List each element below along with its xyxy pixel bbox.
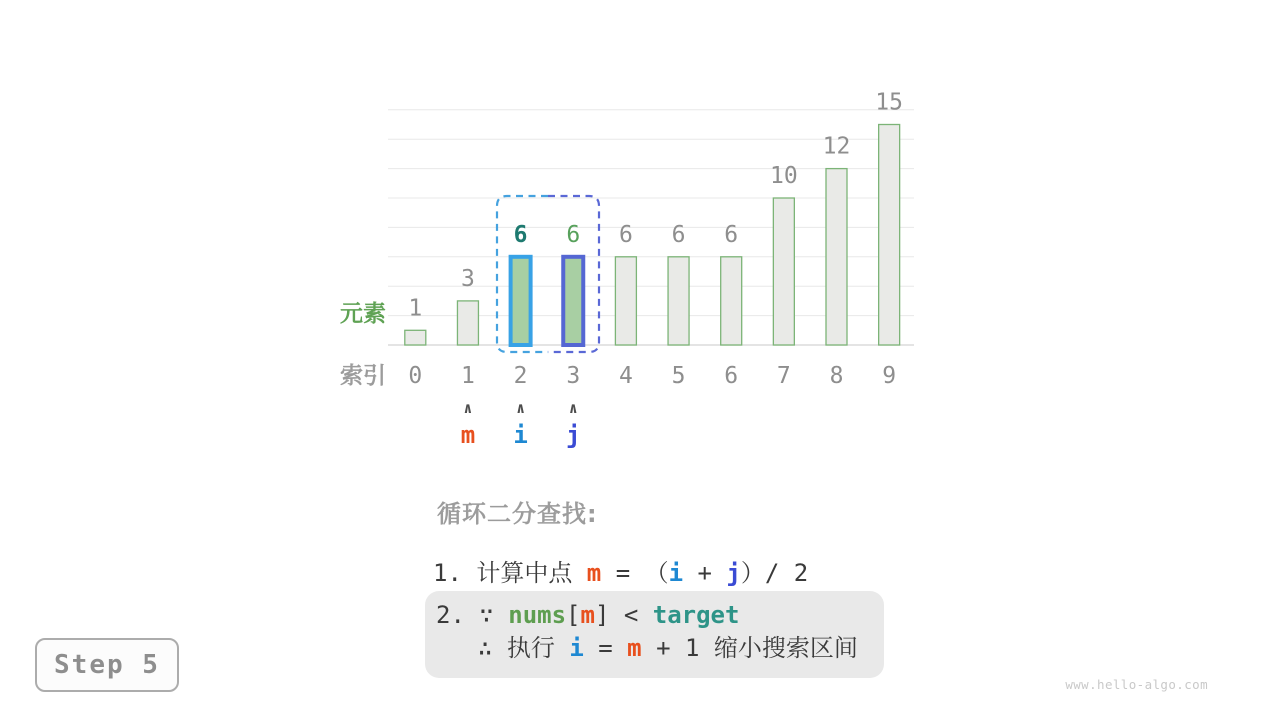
shrink-range-text: + 1 缩小搜索区间 — [641, 634, 858, 662]
pointer-i-reference: i — [569, 634, 584, 662]
bar — [457, 301, 478, 345]
nums-keyword: nums — [508, 601, 567, 629]
index-label: 7 — [776, 363, 791, 389]
watermark-url: www.hello-algo.com — [1065, 677, 1208, 692]
pointer-m-reference: m — [586, 559, 602, 587]
step1-text-equals: = （ — [601, 559, 669, 587]
bar — [615, 257, 636, 345]
equals-text: = — [583, 634, 628, 662]
step-badge-label: Step 5 — [54, 650, 160, 680]
bar — [668, 257, 689, 345]
bar-value-label: 10 — [769, 163, 798, 189]
index-label: 8 — [829, 363, 844, 389]
pointer-label-j: j — [566, 421, 581, 449]
bar-value-label: 6 — [513, 221, 528, 248]
bracket-open: [ — [566, 601, 581, 629]
bar — [826, 169, 847, 345]
pointer-m-reference: m — [580, 601, 595, 629]
bar — [879, 125, 900, 346]
target-keyword: target — [652, 601, 740, 629]
index-label: 2 — [513, 363, 528, 389]
conclusion-line-1 — [436, 599, 884, 632]
conclusion-box — [425, 591, 884, 678]
pointer-up-arrow-icon: ∧ — [463, 399, 473, 417]
explanation-step-1 — [433, 553, 808, 588]
conclusion-line-2 — [436, 632, 884, 665]
bar — [405, 330, 426, 345]
pointer-label-m: m — [460, 421, 476, 449]
therefore-text: ∴ 执行 — [478, 634, 570, 662]
index-axis-label: 索引 — [340, 363, 386, 389]
bar-highlighted — [511, 257, 531, 345]
index-label: 9 — [882, 363, 897, 389]
element-axis-label: 元素 — [340, 301, 386, 327]
bracket-close-less-than: ] < — [594, 601, 653, 629]
bar-value-label: 3 — [461, 265, 475, 292]
index-label: 6 — [724, 363, 739, 389]
explanation-title: 循环二分查找: — [437, 500, 598, 528]
because-text: 2. ∵ — [436, 601, 509, 629]
bar-value-label: 6 — [618, 221, 633, 248]
index-label: 1 — [461, 363, 475, 389]
step1-text-suffix: ）/ 2 — [740, 559, 809, 587]
bar-value-label: 1 — [408, 295, 423, 322]
step1-text-plus: + — [683, 559, 727, 587]
bar-value-label: 6 — [671, 221, 686, 248]
bar-value-label: 6 — [724, 221, 739, 248]
pointer-up-arrow-icon: ∧ — [568, 399, 578, 417]
index-label: 3 — [566, 363, 581, 389]
bar-value-label: 15 — [875, 89, 904, 116]
step1-text-prefix: 1. 计算中点 — [433, 559, 587, 587]
index-label: 5 — [671, 363, 686, 389]
bar — [773, 198, 794, 345]
bar — [721, 257, 742, 345]
bar-highlighted — [563, 257, 583, 345]
pointer-label-i: i — [513, 421, 528, 449]
bar-value-label: 12 — [822, 133, 851, 160]
pointer-up-arrow-icon: ∧ — [516, 399, 526, 417]
pointer-m-reference: m — [627, 634, 642, 662]
pointer-i-reference: i — [668, 559, 684, 587]
index-label: 0 — [408, 363, 423, 389]
bar-value-label: 6 — [566, 221, 581, 248]
index-label: 4 — [618, 363, 633, 389]
step-badge — [35, 638, 179, 692]
pointer-j-reference: j — [726, 559, 741, 587]
